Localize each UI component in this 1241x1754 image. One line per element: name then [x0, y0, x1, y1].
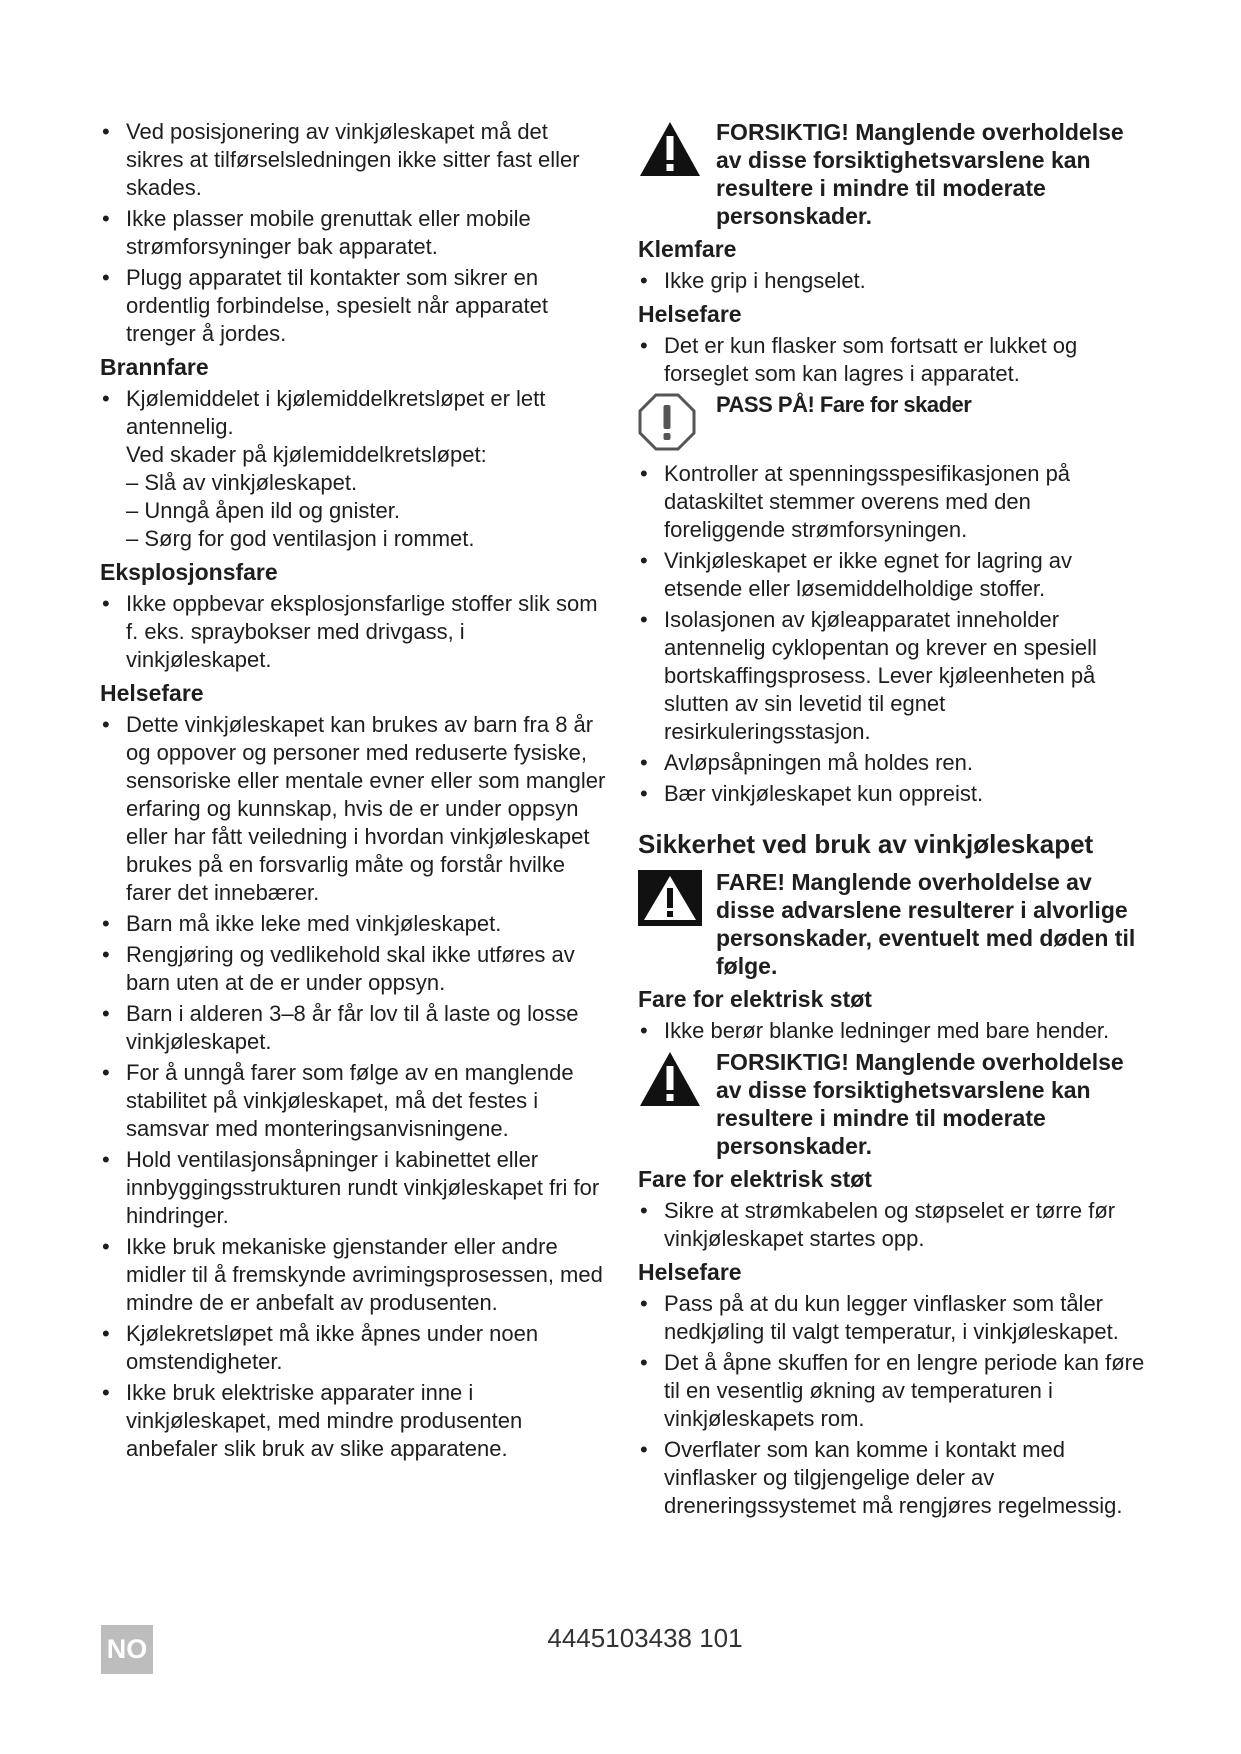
- notice-octagon-icon: [638, 391, 716, 456]
- list-item: • Isolasjonen av kjøleapparatet inneholder antennelig cyklopentan og krever en spesiell bortskaffingsprosess. Lever kjøleenheten på slutten av sin levetid til egnet resirkuleringsstasjon.: [638, 606, 1148, 746]
- list-item: • Rengjøring og vedlikehold skal ikke utføres av barn uten at de er under oppsyn.: [100, 941, 610, 997]
- caution-text: FORSIKTIG! Manglende overholdelse av disse forsiktighetsvarslene kan resultere i mindre til moderate personskader.: [716, 119, 1124, 229]
- notice-block: [638, 391, 1148, 456]
- warning-triangle-icon: [638, 118, 716, 183]
- notice-list: [638, 460, 1148, 808]
- list-item: • Kontroller at spenningsspesifikasjonen på dataskiltet stemmer overens med den foreliggende strømforsyningen.: [638, 460, 1148, 544]
- list-item: • Det å åpne skuffen for en lengre periode kan føre til en vesentlig økning av temperaturen i vinkjøleskapets rom.: [638, 1349, 1148, 1433]
- intro-list: [100, 118, 610, 348]
- heading-elektrisk-stot: Fare for elektrisk støt: [638, 986, 872, 1012]
- list-item: • Avløpsåpningen må holdes ren.: [638, 749, 1148, 777]
- list-item: • For å unngå farer som følge av en manglende stabilitet på vinkjøleskapet, må det festes i samsvar med monteringsanvisningene.: [100, 1059, 610, 1143]
- eksplosjonsfare-list: [100, 590, 610, 674]
- brannfare-line: – Slå av vinkjøleskapet.: [126, 470, 358, 495]
- warning-triangle-icon: [638, 1048, 716, 1113]
- heading-brannfare: Brannfare: [100, 354, 209, 380]
- list-item: • Vinkjøleskapet er ikke egnet for lagring av etsende eller løsemiddelholdige stoffer.: [638, 547, 1148, 603]
- caution-text: FORSIKTIG! Manglende overholdelse av disse forsiktighetsvarslene kan resultere i mindre til moderate personskader.: [716, 1049, 1124, 1159]
- list-item: • Barn må ikke leke med vinkjøleskapet.: [100, 910, 610, 938]
- list-item: • Ikke grip i hengselet.: [638, 267, 1148, 295]
- heading-helsefare: Helsefare: [100, 680, 204, 706]
- language-badge: NO: [101, 1625, 153, 1674]
- list-item: • Ikke bruk elektriske apparater inne i vinkjøleskapet, med mindre produsenten anbefaler slik bruk av slike apparatene.: [100, 1379, 610, 1463]
- list-item: • Ikke berør blanke ledninger med bare hender.: [638, 1017, 1148, 1045]
- list-item: • Overflater som kan komme i kontakt med vinflasker og tilgjengelige deler av dreneringssystemet må rengjøres regelmessig.: [638, 1436, 1148, 1520]
- list-item: [100, 385, 610, 553]
- document-code: 4445103438 101: [547, 1623, 743, 1653]
- list-item: • Bær vinkjøleskapet kun oppreist.: [638, 780, 1148, 808]
- list-item: • Sikre at strømkabelen og støpselet er tørre før vinkjøleskapet startes opp.: [638, 1197, 1148, 1253]
- right-column: [638, 118, 1148, 1523]
- list-item: • Dette vinkjøleskapet kan brukes av barn fra 8 år og oppover og personer med reduserte fysiske, sensoriske eller mentale evner eller som mangler erfaring og kunnskap, hvis de er under oppsyn eller har fått veiledning i hvordan vinkjøleskapet brukes på en forsvarlig måte og forstår hvilke farer det innebærer.: [100, 711, 610, 907]
- brannfare-line: Ved skader på kjølemiddelkretsløpet:: [126, 442, 487, 467]
- danger-block: [638, 868, 1148, 980]
- notice-text: PASS PÅ! Fare for skader: [716, 392, 972, 417]
- heading-klemfare: Klemfare: [638, 236, 737, 262]
- caution-block: [638, 1048, 1148, 1160]
- left-column: [100, 118, 610, 1466]
- elektrisk-list: [638, 1197, 1148, 1253]
- heading-elektrisk-stot: Fare for elektrisk støt: [638, 1166, 872, 1192]
- list-item: • Ved posisjonering av vinkjøleskapet må det sikres at tilførselsledningen ikke sitter fast eller skades.: [100, 118, 610, 202]
- list-item: • Ikke plasser mobile grenuttak eller mobile strømforsyninger bak apparatet.: [100, 205, 610, 261]
- caution-block: [638, 118, 1148, 230]
- list-item: • Plugg apparatet til kontakter som sikrer en ordentlig forbindelse, spesielt når apparatet trenger å jordes.: [100, 264, 610, 348]
- brannfare-list: [100, 385, 610, 553]
- danger-icon: [638, 868, 716, 931]
- section-title: Sikkerhet ved bruk av vinkjøleskapet: [638, 829, 1094, 859]
- list-item: • Barn i alderen 3–8 år får lov til å laste og losse vinkjøleskapet.: [100, 1000, 610, 1056]
- list-item: • Pass på at du kun legger vinflasker som tåler nedkjøling til valgt temperatur, i vinkjøleskapet.: [638, 1290, 1148, 1346]
- danger-text: FARE! Manglende overholdelse av disse advarslene resulterer i alvorlige personskader, eventuelt med døden til følge.: [716, 869, 1136, 979]
- helsefare-list: [638, 332, 1148, 388]
- list-item: • Ikke oppbevar eksplosjonsfarlige stoffer slik som f. eks. spraybokser med drivgass, i vinkjøleskapet.: [100, 590, 610, 674]
- list-item: • Ikke bruk mekaniske gjenstander eller andre midler til å fremskynde avrimingsprosessen, med mindre de er anbefalt av produsenten.: [100, 1233, 610, 1317]
- list-item: • Hold ventilasjonsåpninger i kabinettet eller innbyggingsstrukturen rundt vinkjøleskapet fri for hindringer.: [100, 1146, 610, 1230]
- helsefare-list: [638, 1290, 1148, 1520]
- list-item: • Det er kun flasker som fortsatt er lukket og forseglet som kan lagres i apparatet.: [638, 332, 1148, 388]
- brannfare-line: – Unngå åpen ild og gnister.: [126, 498, 400, 523]
- elektrisk-list: [638, 1017, 1148, 1045]
- heading-helsefare: Helsefare: [638, 301, 742, 327]
- brannfare-line: – Sørg for god ventilasjon i rommet.: [126, 526, 475, 551]
- klemfare-list: [638, 267, 1148, 295]
- helsefare-list: [100, 711, 610, 1463]
- heading-helsefare: Helsefare: [638, 1259, 742, 1285]
- brannfare-main: • Kjølemiddelet i kjølemiddelkretsløpet er lett antennelig.: [126, 386, 546, 439]
- list-item: • Kjølekretsløpet må ikke åpnes under noen omstendigheter.: [100, 1320, 610, 1376]
- heading-eksplosjonsfare: Eksplosjonsfare: [100, 559, 278, 585]
